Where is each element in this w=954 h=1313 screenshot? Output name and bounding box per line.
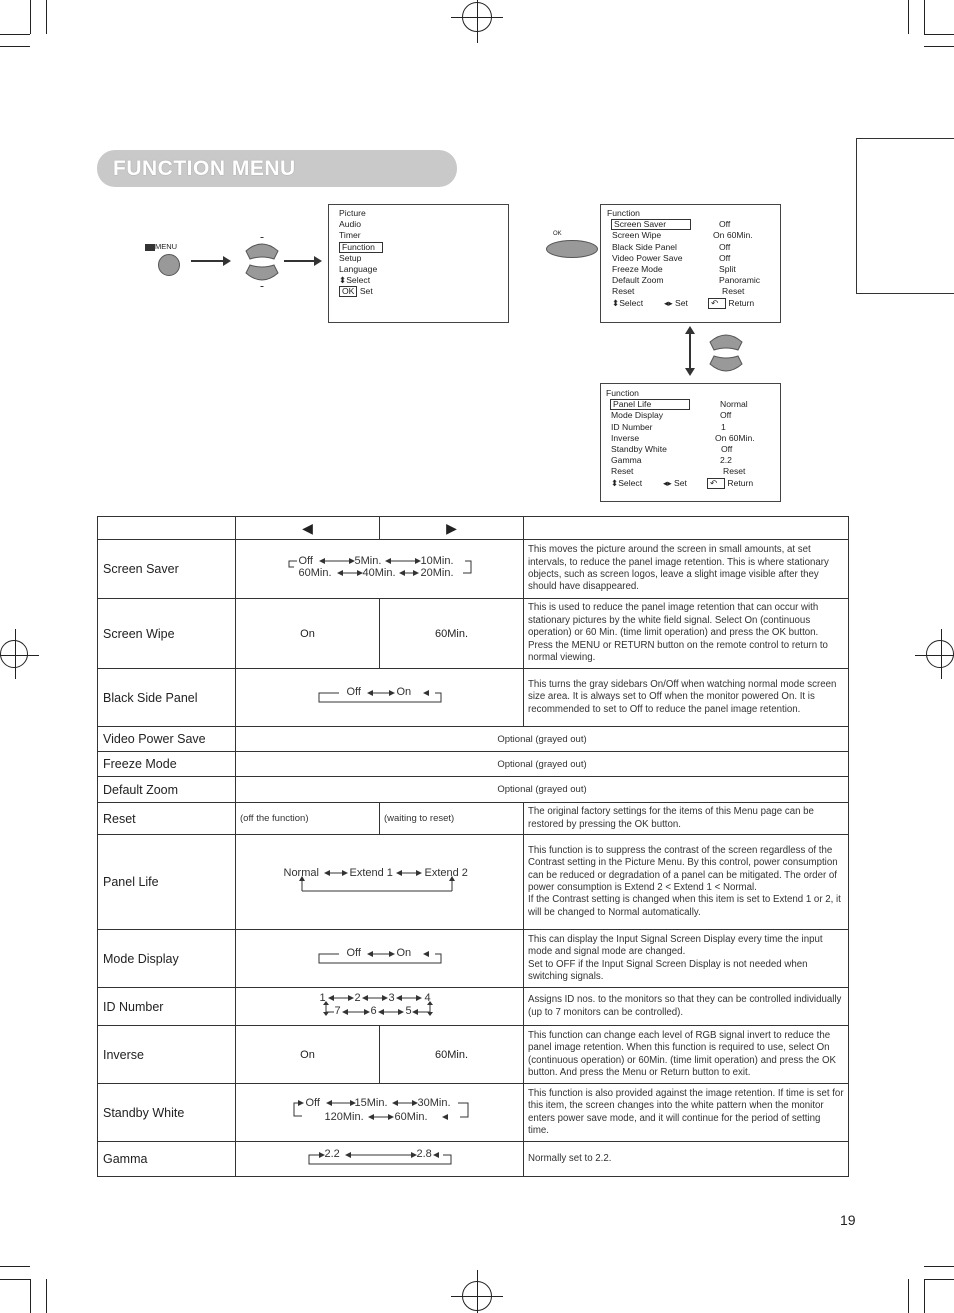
menu-button (158, 254, 180, 276)
page-title: FUNCTION MENU (113, 157, 296, 180)
cycle-value: 20Min. (420, 566, 454, 579)
function-page-1-osd (600, 204, 781, 323)
cycle-value: 2.2 (324, 1147, 340, 1160)
ok-key-icon: OK (339, 286, 357, 297)
crop-mark (0, 1266, 30, 1267)
cycle-value: Off (298, 554, 313, 567)
menu-item-selected: Function (339, 242, 508, 253)
function-page-2-osd (600, 383, 781, 502)
item-name: Standby White (98, 1084, 236, 1142)
cycle-cell (236, 988, 524, 1026)
crop-mark (924, 1279, 954, 1280)
osd-row: Black Side Panel Off (612, 241, 731, 252)
page-switch-arrow-icon (684, 326, 696, 376)
crop-mark (30, 1279, 31, 1313)
cycle-value: 120Min. (324, 1111, 364, 1123)
crop-mark (924, 0, 925, 34)
item-name: Panel Life (98, 835, 236, 930)
flow-arrow (191, 260, 229, 262)
cycle-cell (236, 835, 524, 930)
crop-mark (46, 0, 47, 34)
cycle-value: 15Min. (354, 1097, 388, 1109)
osd-row: Screen Saver Off (607, 219, 780, 230)
up-down-rocker-icon (708, 328, 744, 378)
osd-row: Mode Display Off (611, 410, 732, 421)
table-row (98, 540, 849, 599)
cycle-value: 1 (319, 992, 326, 1004)
crop-mark (46, 1279, 47, 1313)
table-row (98, 1142, 849, 1177)
page-number: 19 (840, 1212, 856, 1228)
function-settings-table (97, 516, 849, 1177)
item-name: Video Power Save (98, 727, 236, 752)
cycle-value: On (396, 947, 412, 959)
select-hint: ⬍Select (339, 275, 371, 286)
menu-item: Audio (339, 219, 361, 230)
osd-hints: ⬍Select ◂▸ Set ↶ Return (611, 477, 754, 488)
osd-row: Default Zoom Panoramic (612, 275, 761, 286)
table-row (98, 669, 849, 727)
menu-item: Language (339, 263, 378, 274)
item-description: This turns the gray sidebars On/Off when watching normal mode screen size area. It is always set to Off when the monitor powered On. It is recommended to set to Off to reduce the panel image retention. (524, 669, 849, 727)
item-description: The original factory settings for the items of this Menu page can be restored by pressing the OK button. (524, 803, 849, 835)
table-row (98, 988, 849, 1026)
cycle-value: Extend 1 (349, 866, 393, 879)
left-value: (off the function) (236, 803, 380, 835)
leftright-arrow-icon: ◂▸ (664, 297, 673, 308)
cycle-value: 7 (334, 1005, 341, 1017)
updown-arrow-icon: ⬍ (339, 275, 347, 286)
updown-arrow-icon: ⬍ (611, 477, 619, 488)
cycle-value: Normal (283, 866, 319, 879)
cycle-value: 30Min. (417, 1097, 451, 1109)
cycle-diagram (317, 947, 443, 967)
osd-row: Screen Wipe On 60Min. (612, 230, 753, 241)
osd-hints: ⬍Select ◂▸ Set ↶ Return (612, 297, 755, 308)
right-value: (waiting to reset) (380, 803, 524, 835)
cycle-diagram (288, 1097, 472, 1125)
crop-mark (30, 0, 31, 34)
cycle-value: 6 (370, 1005, 377, 1017)
osd-row: Standby White Off (611, 443, 733, 454)
item-name: Gamma (98, 1142, 236, 1177)
cycle-value: Extend 2 (424, 866, 468, 879)
menu-item: Timer (339, 230, 361, 241)
cycle-diagram (282, 867, 478, 895)
left-arrow-icon: ◀ (236, 517, 380, 540)
item-name: Screen Saver (98, 540, 236, 599)
cycle-diagram (317, 686, 443, 706)
osd-row: Inverse On 60Min. (611, 432, 755, 443)
cycle-value: 5Min. (354, 554, 382, 567)
leftright-arrow-icon: ◂▸ (663, 477, 672, 488)
optional-note: Optional (grayed out) (236, 727, 849, 752)
crop-mark (924, 34, 954, 35)
crop-mark (908, 1279, 909, 1313)
crop-mark (924, 1279, 925, 1313)
table-row (98, 930, 849, 988)
return-key-icon: ↶ (708, 298, 726, 309)
crop-mark (0, 34, 30, 35)
cycle-diagram (320, 992, 440, 1018)
item-description: This is used to reduce the panel image retention that can occur with stationary pictures by the white field signal. Select On (continuous operation) or 60 Min. (time limit operation) and press the OK button. Press the MENU or RETURN button on the remote control to return to normal viewing. (524, 599, 849, 669)
table-header-row (98, 517, 849, 540)
item-description: This function can change each level of RGB signal invert to reduce the panel image retention. When this function is required to use, select On (continuous operation) or 60Min. (time limit operation) and press the OK button. And press the Menu or Return button to exit. (524, 1026, 849, 1084)
ok-button-label: OK (553, 231, 562, 237)
cycle-value: Off (346, 947, 361, 959)
item-description: Normally set to 2.2. (524, 1142, 849, 1177)
osd-row: Reset Reset (611, 466, 746, 477)
crop-mark (0, 46, 30, 47)
cycle-value: Off (305, 1097, 320, 1109)
ok-button (546, 240, 598, 258)
tv-icon (145, 244, 155, 251)
crop-mark (924, 46, 954, 47)
cycle-value: 5 (405, 1005, 412, 1017)
cycle-cell (236, 1084, 524, 1142)
item-name: ID Number (98, 988, 236, 1026)
item-name: Freeze Mode (98, 752, 236, 777)
return-key-icon: ↶ (707, 478, 725, 489)
section-title-bar (97, 150, 457, 187)
cycle-value: 10Min. (420, 554, 454, 567)
cycle-cell (236, 930, 524, 988)
cycle-cell (236, 540, 524, 599)
cycle-value: 2 (354, 992, 361, 1004)
osd-row: Reset Reset (612, 286, 745, 297)
cycle-value: 40Min. (362, 566, 396, 579)
registration-mark (926, 640, 954, 668)
up-down-rocker-icon (244, 237, 280, 287)
cycle-diagram (285, 555, 475, 581)
right-value: 60Min. (380, 599, 524, 669)
crop-mark (0, 1279, 30, 1280)
right-arrow-icon: ▶ (380, 517, 524, 540)
table-row (98, 599, 849, 669)
osd-row: Freeze Mode Split (612, 263, 736, 274)
menu-button-label: MENU (145, 242, 177, 251)
table-row (98, 803, 849, 835)
table-row (98, 835, 849, 930)
cycle-cell (236, 669, 524, 727)
side-tab-box (856, 138, 954, 294)
cycle-value: Off (346, 686, 361, 698)
item-description: This can display the Input Signal Screen Display every time the input mode and signal mode are changed. Set to OFF if the Input Signal Screen Display is not needed when switching signals. (524, 930, 849, 988)
optional-note: Optional (grayed out) (236, 777, 849, 803)
cycle-value: 2.8 (416, 1147, 432, 1160)
menu-item: Picture (339, 208, 366, 218)
item-description: Assigns ID nos. to the monitors so that they can be controlled individually (up to 7 monitors can be controlled). (524, 988, 849, 1026)
cycle-cell (236, 1142, 524, 1177)
set-hint: OK Set (339, 286, 508, 297)
item-description: This function is to suppress the contrast of the screen regardless of the Contrast setting in the Picture Menu. By this control, power consumption can be reduced or degradation of a panel can be mitigated. The order of power consumption is Extend 2 < Extend 1 < Normal. If the Contrast setting is changed when this item is set to Extend 1 or 2, it will be changed to Normal automatically. (524, 835, 849, 930)
table-row (98, 1026, 849, 1084)
right-value: 60Min. (380, 1026, 524, 1084)
crop-mark (908, 0, 909, 34)
item-name: Screen Wipe (98, 599, 236, 669)
item-name: Black Side Panel (98, 669, 236, 727)
left-value: On (236, 599, 380, 669)
cycle-value: 3 (388, 992, 395, 1004)
cycle-value: On (396, 686, 412, 698)
optional-note: Optional (grayed out) (236, 752, 849, 777)
table-row (98, 1084, 849, 1142)
registration-mark (0, 640, 28, 668)
item-name: Reset (98, 803, 236, 835)
table-row (98, 777, 849, 803)
updown-arrow-icon: ⬍ (612, 297, 620, 308)
cycle-diagram (307, 1148, 453, 1168)
main-menu-osd (328, 204, 509, 323)
crop-mark (924, 1266, 954, 1267)
osd-row: ID Number 1 (611, 421, 726, 432)
registration-mark (462, 1281, 492, 1311)
menu-item: Setup (339, 252, 362, 263)
item-name: Mode Display (98, 930, 236, 988)
osd-row: Gamma 2.2 (611, 455, 732, 466)
left-value: On (236, 1026, 380, 1084)
registration-mark (462, 2, 492, 32)
item-description: This function is also provided against the image retention. If time is set for this item, the screen changes into the white pattern when the monitor enters power save mode, and it will continue for the period of setting time. (524, 1084, 849, 1142)
cycle-value: 60Min. (394, 1111, 428, 1123)
item-name: Inverse (98, 1026, 236, 1084)
cycle-value: 4 (424, 992, 431, 1004)
item-description: This moves the picture around the screen in small amounts, at set intervals, to reduce the panel image retention. This is where stationary objects, such as screen logos, leave a slight image visible after they should have disappeared. (524, 540, 849, 599)
flow-arrow (284, 260, 320, 262)
osd-title: Function (607, 208, 640, 218)
osd-row: Video Power Save Off (612, 252, 731, 263)
osd-row: Panel Life Normal (606, 399, 780, 410)
item-name: Default Zoom (98, 777, 236, 803)
osd-title: Function (606, 388, 639, 398)
cycle-value: 60Min. (298, 566, 332, 579)
table-row (98, 752, 849, 777)
table-row (98, 727, 849, 752)
